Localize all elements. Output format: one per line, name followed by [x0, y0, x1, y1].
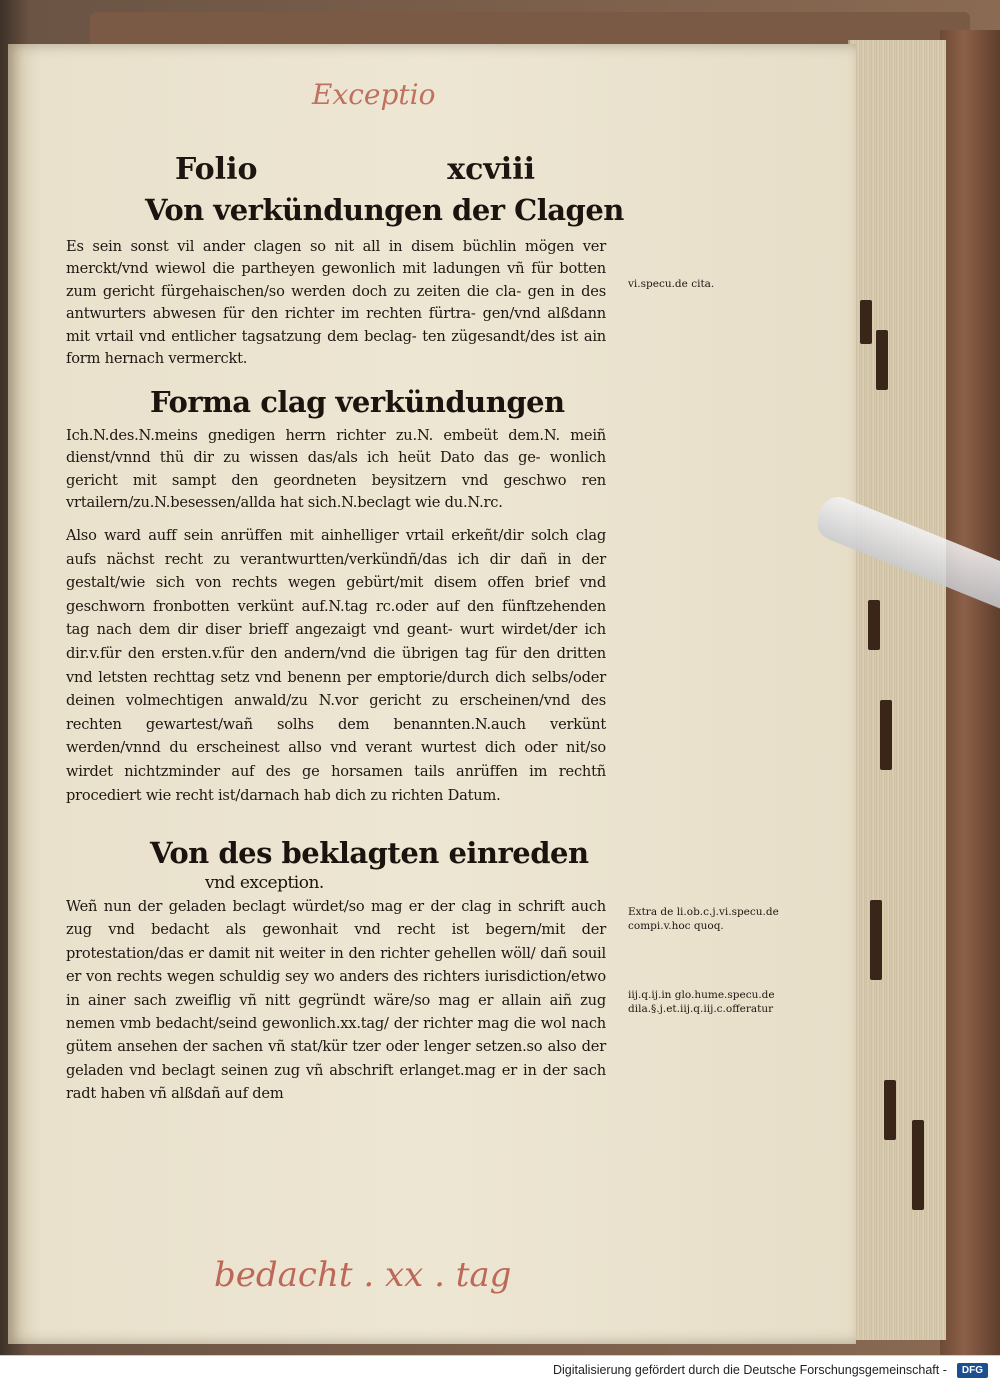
page-tab — [870, 900, 882, 980]
page-tab — [912, 1120, 924, 1210]
folio-number: xcviii — [447, 152, 535, 187]
page-tab — [884, 1080, 896, 1140]
footer-text: Digitalisierung gefördert durch die Deutsche Forschungsgemeinschaft - — [552, 1363, 947, 1377]
folio-label: Folio — [175, 152, 258, 187]
section-heading: Von des beklagten einreden — [150, 836, 589, 870]
dfg-logo: DFG — [957, 1363, 988, 1378]
handwritten-annotation-bottom: bedacht . xx . tag — [214, 1255, 512, 1295]
section-subheading: vnd exception. — [205, 873, 324, 893]
margin-note: iij.q.ij.in glo.hume.specu.de dila.§.j.et.iij.q.iij.c.offeratur — [628, 989, 775, 1015]
book-cover-right — [940, 30, 1000, 1355]
handwritten-annotation-top: Exceptio — [312, 78, 436, 111]
page-edges — [848, 40, 946, 1340]
footer-bar — [0, 1355, 1000, 1384]
page-tab — [860, 300, 872, 344]
page-tab — [880, 700, 892, 770]
paragraph: Es sein sonst vil ander clagen so nit all in disem büchlin mögen ver merckt/vnd wiewol die partheyen gewonlich mit ladungen vñ für botten zum gericht fürgehaischen/so werden doch zu zeiten die cla- gen in des antwurters abwesen für den richter im rechten fürtra- gen/vnd alßdann mit vrtail vnd entlicher tagsatzung dem beclag- ten zügesandt/des ist ain form hernach vermerckt. — [66, 238, 606, 368]
paragraph: Also ward auff sein anrüffen mit ainhelliger vrtail erkeñt/dir solch clag aufs nächst recht zu verantwurtten/verkündñ/das ich dir dañ in der gestalt/wie sich von rechts wegen gebürt/mit disem offen brief vnd geschworn fronbotten verkünt auf.N.tag rc.oder auf den fünftzehenden tag nach dem dir diser brieff angezaigt vnd geant- wurt wirdet/der ich dir.v.für den ersten.v.für den andern/vnd die übrigen tag für den dritten vnd letsten rechttag setz vnd benenn per emptorie/durch dich selbs/oder deinen volmechtigen anwald/zu N.vor gericht zu erscheinen/vnd des rechten gewartest/wañ solhs dem benannten.N.auch verkünt werden/vnnd du erscheinest allso vnd verant wurtest dich oder nit/so wirdet nichtzminder auf des ge horsamen tails anrüffen im rechtñ procediert wie recht ist/darnach hab dich zu richten Datum. — [66, 527, 606, 804]
section-heading: Von verkündungen der Clagen — [145, 193, 624, 227]
folio-header — [175, 152, 535, 187]
section-heading: Forma clag verkündungen — [150, 385, 565, 419]
page-tab — [876, 330, 888, 390]
margin-note: vi.specu.de cita. — [628, 278, 715, 290]
margin-note: Extra de li.ob.c.j.vi.specu.de compi.v.hoc quoq. — [628, 906, 779, 932]
paragraph: Weñ nun der geladen beclagt würdet/so mag er der clag in schrift auch zug vnd bedacht als gewonhait vnd recht ist begern/mit der protestation/das er damit nit weiter in den richter gehellen wöll/ dañ souil er von rechts wegen schuldig sey wo anders des richters iurisdiction/etwo in ainer sach zweiflig vñ nitt gegründt wäre/so mag er allain aiñ zug nemen vmb bedacht/seind gewonlich.xx.tag/ der richter mag die wol nach gütem ansehen der sachen vñ stat/kür tzer oder lenger setzen.so also der geladen vnd beclagt seinen zug vñ abschrift erlanget.mag er in der sach radt haben vñ alßdañ auf dem — [66, 898, 606, 1103]
page-tab — [868, 600, 880, 650]
paragraph: Ich.N.des.N.meins gnedigen herrn richter zu.N. embeüt dem.N. meiñ dienst/vnnd thü dir zu wissen das/als ich heüt Dato das ge- wonlich gericht mit sampt den geordneten beysitzern vnd geschwo ren vrtailern/zu.N.besessen/allda hat sich.N.beclagt wie du.N.rc. — [66, 427, 606, 512]
